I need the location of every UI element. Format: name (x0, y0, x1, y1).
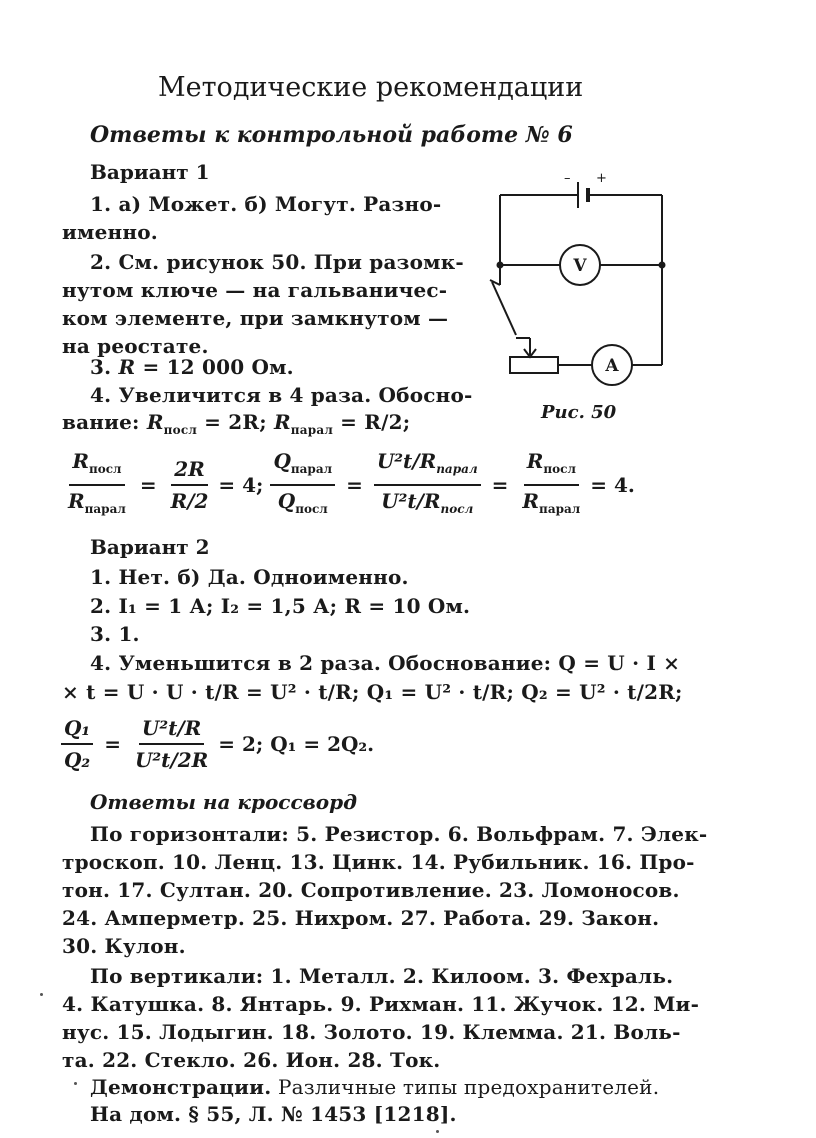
v2-answer4-line1: 4. Уменьшится в 2 раза. Обоснование: Q = U · I × (90, 651, 681, 675)
crossword-horizontal-line3: тон. 17. Султан. 20. Сопротивление. 23. Ломоносов. (62, 878, 680, 902)
crossword-heading: Ответы на кроссворд (90, 790, 358, 814)
ammeter-label: A (605, 356, 619, 376)
v2-formula: $\frac{\text{Q₁}}{\text{Q₂}}$ = $\frac{\text{U²t/R}}{\text{U²t/2R}}$ = 2; Q₁ = 2Q₂. (58, 715, 374, 773)
crossword-vertical-line1: По вертикали: 1. Металл. 2. Килоом. 3. Фехраль. (90, 964, 674, 988)
scan-speck (74, 1082, 77, 1085)
figure-caption: Рис. 50 (541, 402, 617, 423)
v1-answer1-line2: именно. (62, 220, 158, 244)
crossword-horizontal-line1: По горизонтали: 5. Резистор. 6. Вольфрам. 7. Элек- (90, 822, 708, 846)
homework-line: На дом. § 55, Л. № 1453 [1218]. (90, 1102, 457, 1126)
rheostat-symbol (510, 357, 558, 373)
v2-answer2: 2. I₁ = 1 А; I₂ = 1,5 А; R = 10 Ом. (90, 594, 471, 618)
v1-answer4-line2: вание: $R_{посл} = 2R$; $R_{парал} = R/2$; (62, 410, 411, 437)
battery-plus-label: + (596, 171, 607, 186)
crossword-horizontal-line2: троскоп. 10. Ленц. 13. Цинк. 14. Рубильник. 16. Про- (62, 850, 695, 874)
v1-formula: $\frac{R_{посл}}{R_{парал}}$ = $\frac{2R}{R/2}$ = 4; $\frac{Q_{парал}}{Q_{посл}}$ = $\frac{U^2t/R_{парал}}{U^2t/R_{посл}}$ = $\frac{R_{посл}}{R_{парал}}$ = 4. (62, 448, 635, 522)
v2-answer4-line2: × t = U · U · t/R = U² · t/R; Q₁ = U² · t/R; Q₂ = U² · t/2R; (62, 680, 683, 704)
crossword-vertical-line3: нус. 15. Лодыгин. 18. Золото. 19. Клемма. 21. Воль- (62, 1020, 681, 1044)
battery-minus-label: – (564, 171, 571, 186)
crossword-horizontal-line5: 30. Кулон. (62, 934, 186, 958)
crossword-horizontal-line4: 24. Амперметр. 25. Нихром. 27. Работа. 29. Закон. (62, 906, 660, 930)
junction-right (659, 262, 666, 269)
v1-answer3: 3. R = 12 000 Ом. (90, 355, 294, 379)
answers-subtitle: Ответы к контрольной работе № 6 (90, 122, 573, 148)
fraction-u2t-r-2r: $\frac{\text{U²t/R}}{\text{U²t/2R}}$ (134, 716, 209, 772)
variant1-heading: Вариант 1 (90, 160, 210, 184)
fraction-rposl-rparal-2: $\frac{R_{посл}}{R_{парал}}$ (522, 449, 581, 516)
v1-answer1-line1: 1. а) Может. б) Могут. Разно- (90, 192, 442, 216)
crossword-vertical-line4: та. 22. Стекло. 26. Ион. 28. Ток. (62, 1048, 441, 1072)
v1-answer2-line1: 2. См. рисунок 50. При разомк- (90, 250, 464, 274)
variant2-heading: Вариант 2 (90, 535, 210, 559)
switch-blade (492, 282, 516, 335)
fraction-rposl-rparal: $\frac{R_{посл}}{R_{парал}}$ (68, 449, 126, 516)
fraction-q1-q2: $\frac{\text{Q₁}}{\text{Q₂}}$ (61, 715, 93, 773)
v2-answer3: 3. 1. (90, 622, 140, 646)
fraction-2r-r2: $\frac{2R}{R/2}$ (170, 457, 209, 513)
scan-speck (436, 1130, 439, 1133)
v1-answer2-line4: на реостате. (62, 334, 209, 358)
scan-speck (40, 993, 43, 996)
v1-answer2-line2: нутом ключе — на гальваничес- (62, 278, 448, 302)
demonstrations-line: Демонстрации. Различные типы предохранителей. (90, 1075, 660, 1099)
fraction-u2t-ratio: $\frac{U^2t/R_{парал}}{U^2t/R_{посл}}$ (374, 448, 481, 522)
fraction-qparal-qposl: $\frac{Q_{парал}}{Q_{посл}}$ (270, 448, 335, 522)
v1-answer4-line1: 4. Увеличится в 4 раза. Обосно- (90, 383, 473, 407)
junction-left (497, 262, 504, 269)
v2-answer1: 1. Нет. б) Да. Одноименно. (90, 565, 409, 589)
voltmeter-label: V (573, 256, 587, 276)
page-title: Методические рекомендации (158, 72, 584, 103)
v1-answer2-line3: ком элементе, при замкнутом — (62, 306, 449, 330)
crossword-vertical-line2: 4. Катушка. 8. Янтарь. 9. Рихман. 11. Жучок. 12. Ми- (62, 992, 700, 1016)
circuit-diagram (480, 160, 680, 400)
